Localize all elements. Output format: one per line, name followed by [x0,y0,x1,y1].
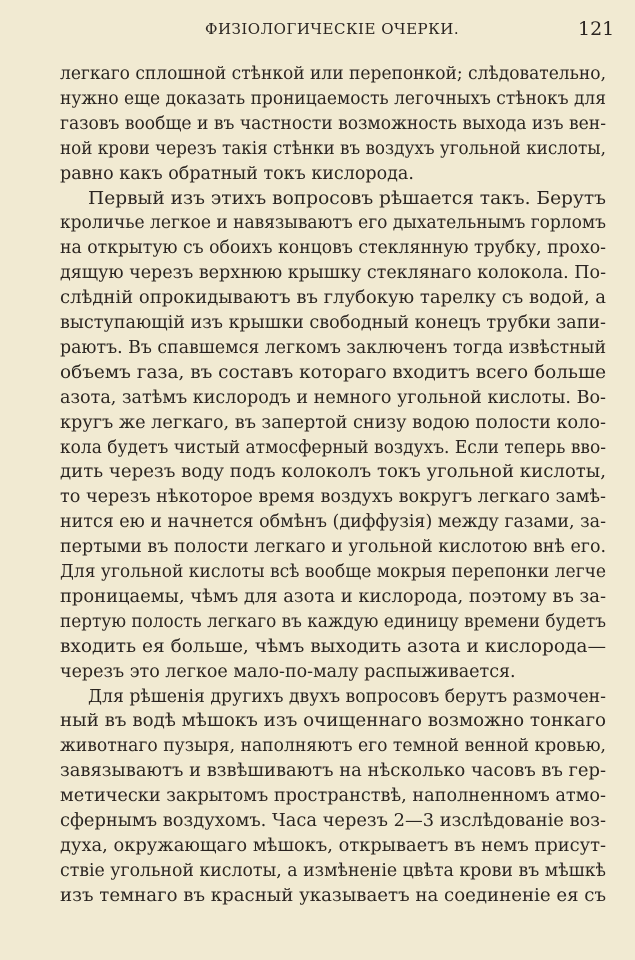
text-line [0,585,635,610]
text-line [0,436,635,461]
running-title: ФИЗІОЛОГИЧЕСКІЕ ОЧЕРКИ. [205,20,460,38]
text-line-content: равно какъ обратный токъ кислорода. [60,163,414,184]
text-line [0,560,635,585]
text-line [0,660,635,685]
text-line [0,460,635,485]
text-line [0,485,635,510]
text-line [0,510,635,535]
text-line [0,859,635,884]
text-line [0,361,635,386]
text-line [0,834,635,859]
text-line-content: пертыми въ полости легкаго и угольной кислотою внѣ его. [60,537,606,558]
text-line-content: входить ея больше, чѣмъ выходить азота и кислорода— [60,636,606,657]
text-line-content: Для рѣшенія другихъ двухъ вопросовъ берутъ размочен- [88,686,606,707]
text-line-content: кола будетъ чистый атмосферный воздухъ. Если теперь вво- [60,437,606,458]
text-line [0,187,635,212]
text-line-content: раютъ. Въ спавшемся легкомъ заключенъ тогда извѣстный [60,337,606,358]
text-line [0,386,635,411]
text-line-content: азота, затѣмъ кислородъ и немного угольной кислоты. Во- [60,387,606,408]
text-line [0,884,635,909]
text-line-content: метически закрытомъ пространствѣ, наполненномъ атмо- [60,786,606,807]
text-line-content: кроличье легкое и навязываютъ его дыхательнымъ горломъ [60,213,606,234]
text-line-content: ствіе угольной кислоты, а измѣненіе цвѣта крови въ мѣшкѣ [60,860,606,881]
text-line-content: на открытую съ обоихъ концовъ стеклянную трубку, прохо- [60,238,606,259]
text-line [0,162,635,187]
text-line-content: нится ею и начнется обмѣнъ (диффузія) между газами, за- [60,512,606,533]
text-line-content: завязываютъ и взвѣшиваютъ на нѣсколько часовъ въ гер- [60,761,606,782]
text-line-content: дить черезъ воду подъ колоколъ токъ угольной кислоты, [60,462,606,483]
text-line-content: слѣдній опрокидываютъ въ глубокую тарелку съ водой, а [60,288,606,309]
text-line [0,137,635,162]
text-line-content: проницаемы, чѣмъ для азота и кислорода, поэтому въ за- [60,586,606,607]
text-line [0,236,635,261]
text-line-content: ный въ водѣ мѣшокъ изъ очищеннаго возможно тонкаго [60,711,606,732]
text-line [0,784,635,809]
text-line [0,635,635,660]
text-line-content: газовъ вообще и въ частности возможность выхода изъ вен- [60,113,606,134]
text-line-content: легкаго сплошной стѣнкой или перепонкой; слѣдовательно, [60,64,606,84]
text-line [0,709,635,734]
text-line [0,610,635,635]
text-line-content: кругъ же легкаго, въ запертой снизу водою полости коло- [60,412,606,433]
text-line-content: нужно еще доказать проницаемость легочныхъ стѣнокъ для [60,88,606,109]
text-line-content: объемъ газа, въ составъ котораго входитъ всего больше [60,362,606,383]
page-header [0,18,635,44]
text-line [0,261,635,286]
text-line-content: животнаго пузыря, наполняютъ его темной венной кровью, [60,736,606,757]
text-line [0,211,635,236]
text-line-content: пертую полость легкаго въ каждую единицу времени будетъ [60,611,606,632]
text-line [0,336,635,361]
text-line-content: Для угольной кислоты всѣ вообще мокрыя перепонки легче [60,562,606,582]
text-line-content: то черезъ нѣкоторое время воздухъ вокругъ легкаго замѣ- [60,487,606,508]
text-line [0,411,635,436]
text-line-content: духа, окружающаго мѣшокъ, открываетъ въ немъ присут- [60,835,606,856]
text-line-content: Первый изъ этихъ вопросовъ рѣшается такъ. Берутъ [88,188,606,209]
text-line-content: ной крови черезъ такія стѣнки въ воздухъ угольной кислоты, [60,138,606,159]
text-line-content: дящую черезъ верхнюю крышку стеклянаго колокола. По- [60,263,606,284]
text-line [0,311,635,336]
text-line-content: изъ темнаго въ красный указываетъ на соединеніе ея съ [60,885,606,906]
text-line-content: выступающій изъ крышки свободный конецъ трубки запи- [60,313,606,333]
text-line [0,286,635,311]
text-line [0,87,635,112]
text-line-content: черезъ это легкое мало-по-малу распыживается. [60,661,516,682]
text-line [0,734,635,759]
text-line [0,62,635,87]
text-line [0,759,635,784]
text-line-content: сфернымъ воздухомъ. Часа черезъ 2—3 изслѣдованіе воз- [60,811,606,831]
text-line [0,685,635,710]
page-number: 121 [578,18,615,40]
text-line [0,535,635,560]
text-line [0,809,635,834]
text-line [0,112,635,137]
